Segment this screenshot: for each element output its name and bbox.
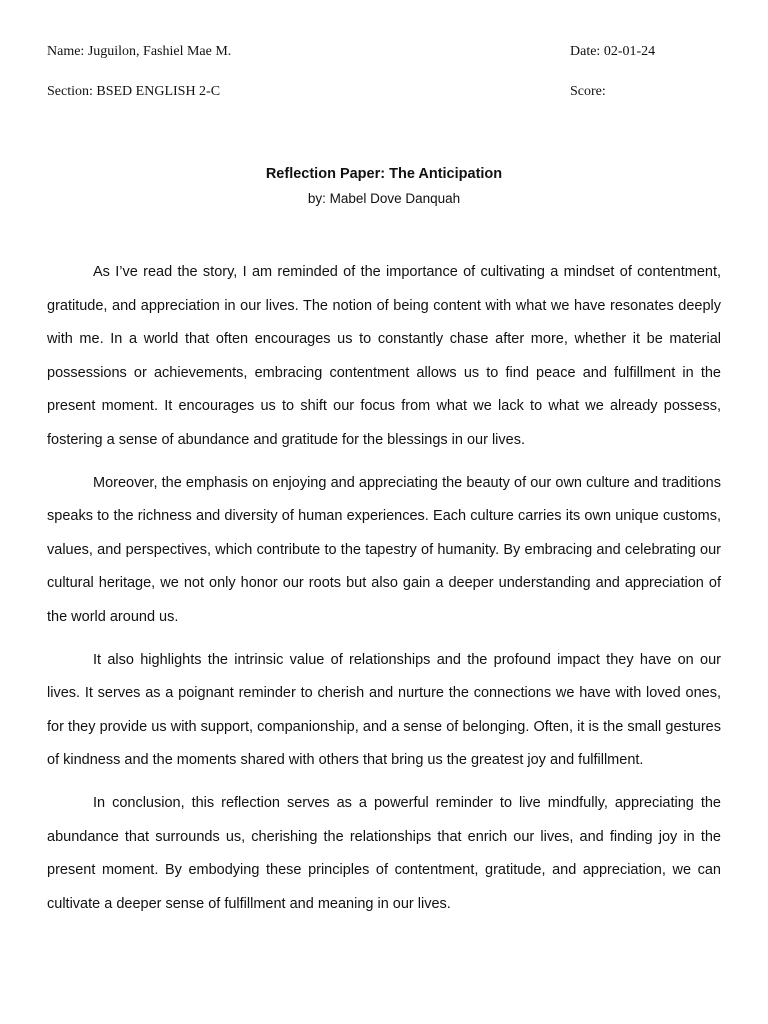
score-field: Score:	[570, 84, 606, 99]
author-byline: by: Mabel Dove Danquah	[307, 191, 461, 206]
body-text	[47, 256, 721, 930]
page-title: Reflection Paper: The Anticipation	[265, 166, 503, 182]
paragraph-2: Moreover, the emphasis on enjoying and appreciating the beauty of our own culture and traditions speaks to the richness and diversity of human experiences. Each culture carries its own unique customs, values, and perspectives, which contribute to the tapestry of humanity. By embracing and celebrating our cultural heritage, we not only honor our roots but also gain a deeper understanding and appreciation of the world around us.	[47, 474, 721, 625]
paragraph-3: It also highlights the intrinsic value of relationships and the profound impact they have on our lives. It serves as a poignant reminder to cherish and nurture the connections we have with loved ones, for they provide us with support, companionship, and a sense of belonging. Often, it is the small gestures of kindness and the moments shared with others that bring us the greatest joy and fulfillment.	[47, 651, 721, 769]
paragraph-1: As I’ve read the story, I am reminded of the importance of cultivating a mindset of contentment, gratitude, and appreciation in our lives. The notion of being content with what we have resonates deeply with me. In a world that often encourages us to constantly chase after more, whether it be material possessions or achievements, embracing contentment allows us to find peace and fulfillment in the present moment. It encourages us to shift our focus from what we lack to what we already possess, fostering a sense of abundance and gratitude for the blessings in our lives.	[47, 264, 721, 448]
paragraph-4: In conclusion, this reflection serves as a powerful reminder to live mindfully, appreciating the abundance that surrounds us, cherishing the relationships that enrich our lives, and finding joy in the present moment. By embodying these principles of contentment, gratitude, and appreciation, we can cultivate a deeper sense of fulfillment and meaning in our lives.	[47, 794, 721, 912]
student-name: Name: Juguilon, Fashiel Mae M.	[47, 44, 232, 59]
section-field: Section: BSED ENGLISH 2-C	[47, 84, 221, 99]
date-field: Date: 02-01-24	[570, 44, 656, 59]
